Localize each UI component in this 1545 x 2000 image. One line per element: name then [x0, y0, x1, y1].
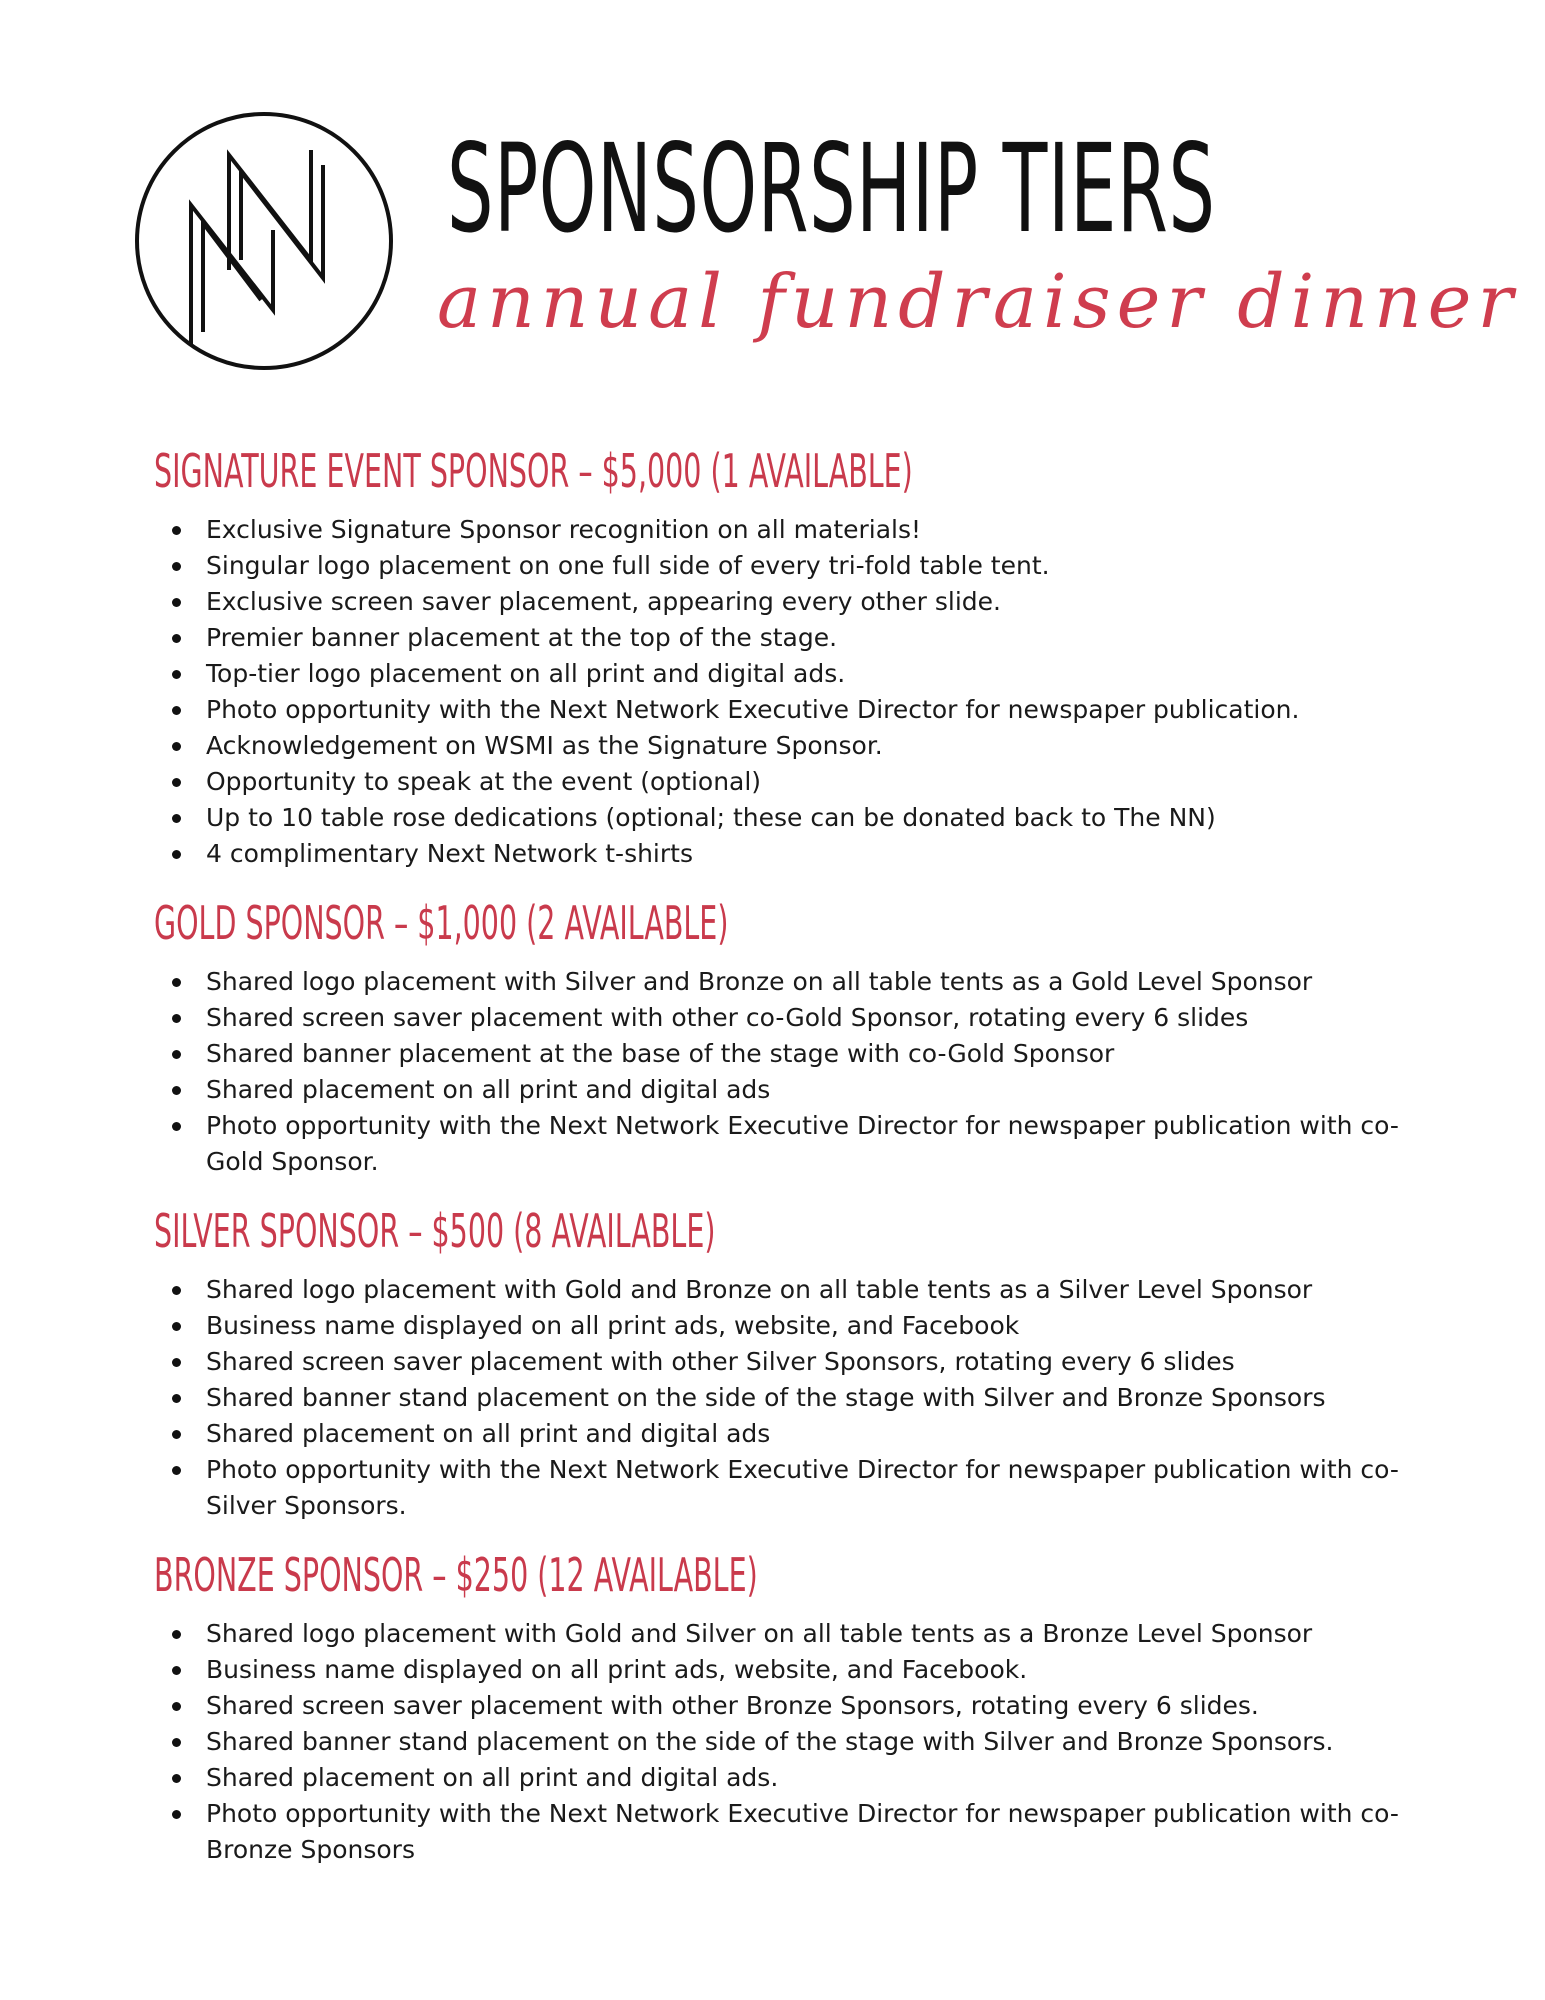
list-item: [206, 1272, 1404, 1308]
bullet-icon: [172, 1050, 181, 1059]
benefit-text: Photo opportunity with the Next Network Executive Director for newspaper publication with co-Bronze Sponsors: [206, 1799, 1399, 1864]
tier-heading: SIGNATURE EVENT SPONSOR – $5,000 (1 AVAILABLE): [154, 444, 913, 498]
tier-signature: [154, 440, 1404, 872]
bullet-icon: [172, 978, 181, 987]
benefit-text: Photo opportunity with the Next Network Executive Director for newspaper publication with co-Gold Sponsor.: [206, 1111, 1399, 1176]
bullet-icon: [172, 526, 181, 535]
list-item: [206, 620, 1404, 656]
tier-heading: SILVER SPONSOR – $500 (8 AVAILABLE): [154, 1204, 716, 1258]
bullet-icon: [172, 814, 181, 823]
bullet-icon: [172, 1666, 181, 1675]
bullet-icon: [172, 850, 181, 859]
list-item: [206, 656, 1404, 692]
benefit-text: Shared screen saver placement with other Bronze Sponsors, rotating every 6 slides.: [206, 1691, 1259, 1720]
benefit-text: Shared placement on all print and digital ads: [206, 1419, 771, 1448]
bullet-icon: [172, 1630, 181, 1639]
list-item: [206, 1652, 1404, 1688]
bullet-icon: [172, 1702, 181, 1711]
benefit-text: Business name displayed on all print ads, website, and Facebook: [206, 1311, 1020, 1340]
bullet-icon: [172, 562, 181, 571]
list-item: [206, 1724, 1404, 1760]
bullet-icon: [172, 1122, 181, 1131]
tier-heading: BRONZE SPONSOR – $250 (12 AVAILABLE): [154, 1548, 758, 1602]
benefit-text: Premier banner placement at the top of the stage.: [206, 623, 838, 652]
benefit-text: Up to 10 table rose dedications (optional; these can be donated back to The NN): [206, 803, 1216, 832]
list-item: [206, 1380, 1404, 1416]
tier-silver: [154, 1200, 1404, 1524]
bullet-icon: [172, 1738, 181, 1747]
bullet-icon: [172, 1086, 181, 1095]
list-item: [206, 728, 1404, 764]
benefit-text: Business name displayed on all print ads, website, and Facebook.: [206, 1655, 1028, 1684]
bullet-icon: [172, 598, 181, 607]
benefit-text: Shared banner stand placement on the side of the stage with Silver and Bronze Sponsors: [206, 1383, 1326, 1412]
bullet-icon: [172, 1358, 181, 1367]
list-item: [206, 1688, 1404, 1724]
benefit-text: Exclusive screen saver placement, appearing every other slide.: [206, 587, 1001, 616]
list-item: [206, 1072, 1404, 1108]
list-item: [206, 1108, 1404, 1180]
list-item: [206, 692, 1404, 728]
list-item: [206, 1000, 1404, 1036]
benefit-text: Exclusive Signature Sponsor recognition on all materials!: [206, 515, 922, 544]
bullet-icon: [172, 742, 181, 751]
bullet-icon: [172, 1394, 181, 1403]
bullet-icon: [172, 706, 181, 715]
list-item: [206, 548, 1404, 584]
benefit-text: 4 complimentary Next Network t-shirts: [206, 839, 693, 868]
tier-bronze: [154, 1544, 1404, 1868]
bullet-icon: [172, 670, 181, 679]
page-title: SPONSORSHIP TIERS: [447, 118, 1216, 260]
list-item: [206, 1616, 1404, 1652]
tier-heading: GOLD SPONSOR – $1,000 (2 AVAILABLE): [154, 896, 729, 950]
list-item: [206, 1308, 1404, 1344]
benefit-text: Shared screen saver placement with other co-Gold Sponsor, rotating every 6 slides: [206, 1003, 1249, 1032]
list-item: [206, 584, 1404, 620]
list-item: [206, 1760, 1404, 1796]
bullet-icon: [172, 634, 181, 643]
list-item: [206, 1036, 1404, 1072]
list-item: [206, 964, 1404, 1000]
bullet-icon: [172, 1322, 181, 1331]
benefit-list: [154, 1272, 1404, 1524]
nn-logo-icon: [133, 110, 395, 372]
benefit-text: Shared banner stand placement on the side of the stage with Silver and Bronze Sponsors.: [206, 1727, 1334, 1756]
tier-list: [154, 440, 1404, 1888]
list-item: [206, 1416, 1404, 1452]
bullet-icon: [172, 1466, 181, 1475]
bullet-icon: [172, 1286, 181, 1295]
list-item: [206, 1344, 1404, 1380]
benefit-text: Shared banner placement at the base of the stage with co-Gold Sponsor: [206, 1039, 1115, 1068]
tier-gold: [154, 892, 1404, 1180]
benefit-list: [154, 1616, 1404, 1868]
bullet-icon: [172, 778, 181, 787]
benefit-list: [154, 964, 1404, 1180]
benefit-text: Top-tier logo placement on all print and digital ads.: [206, 659, 846, 688]
list-item: [206, 512, 1404, 548]
benefit-text: Shared placement on all print and digital ads.: [206, 1763, 779, 1792]
bullet-icon: [172, 1014, 181, 1023]
benefit-text: Photo opportunity with the Next Network Executive Director for newspaper publication.: [206, 695, 1300, 724]
bullet-icon: [172, 1810, 181, 1819]
benefit-text: Shared logo placement with Silver and Bronze on all table tents as a Gold Level Sponsor: [206, 967, 1313, 996]
page-subtitle: annual fundraiser dinner: [437, 259, 1519, 345]
list-item: [206, 764, 1404, 800]
benefit-text: Photo opportunity with the Next Network Executive Director for newspaper publication with co-Silver Sponsors.: [206, 1455, 1399, 1520]
list-item: [206, 1452, 1404, 1524]
list-item: [206, 800, 1404, 836]
bullet-icon: [172, 1774, 181, 1783]
benefit-text: Shared screen saver placement with other Silver Sponsors, rotating every 6 slides: [206, 1347, 1235, 1376]
benefit-text: Shared placement on all print and digital ads: [206, 1075, 771, 1104]
list-item: [206, 836, 1404, 872]
benefit-text: Singular logo placement on one full side of every tri-fold table tent.: [206, 551, 1050, 580]
benefit-text: Shared logo placement with Gold and Bronze on all table tents as a Silver Level Sponsor: [206, 1275, 1313, 1304]
benefit-text: Acknowledgement on WSMI as the Signature Sponsor.: [206, 731, 883, 760]
benefit-text: Shared logo placement with Gold and Silver on all table tents as a Bronze Level Sponsor: [206, 1619, 1313, 1648]
benefit-list: [154, 512, 1404, 872]
list-item: [206, 1796, 1404, 1868]
page-header: [0, 0, 1545, 400]
bullet-icon: [172, 1430, 181, 1439]
benefit-text: Opportunity to speak at the event (optional): [206, 767, 762, 796]
